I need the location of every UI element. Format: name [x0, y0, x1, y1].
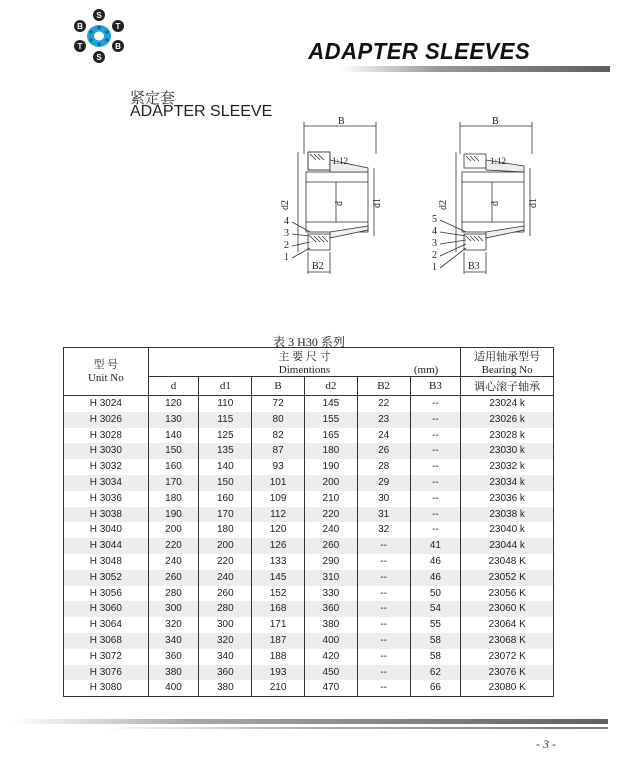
label-taper: 1:12 — [490, 156, 507, 166]
table-cell: 340 — [199, 649, 252, 665]
table-cell: 23024 k — [461, 396, 554, 412]
table-cell: 400 — [148, 680, 199, 696]
table-cell: -- — [410, 428, 461, 444]
table-cell: 290 — [304, 554, 357, 570]
table-cell: 200 — [148, 522, 199, 538]
table-cell: H 3040 — [64, 522, 149, 538]
table-cell: 23 — [357, 412, 410, 428]
table-cell: 180 — [148, 491, 199, 507]
label-d: d — [334, 201, 345, 206]
table-row — [64, 538, 554, 554]
table-row — [64, 570, 554, 586]
header-bearing-cn: 适用轴承型号 — [474, 351, 541, 363]
table-cell: 22 — [357, 396, 410, 412]
table-cell: 23072 K — [461, 649, 554, 665]
table-cell: 23034 k — [461, 475, 554, 491]
part-label: 1 — [432, 262, 437, 273]
logo-letter: T — [115, 22, 121, 31]
col-d: d — [148, 377, 199, 396]
table-cell: 260 — [199, 586, 252, 602]
header-bearing-sub: 调心滚子轴承 — [461, 377, 554, 396]
table-cell: 30 — [357, 491, 410, 507]
drawing-right — [432, 116, 539, 274]
table-cell: -- — [410, 412, 461, 428]
table-row — [64, 601, 554, 617]
table-row — [64, 507, 554, 523]
table-cell: H 3038 — [64, 507, 149, 523]
table-cell: 46 — [410, 554, 461, 570]
spec-table — [63, 347, 554, 697]
table-cell: 320 — [199, 633, 252, 649]
table-cell: 23056 K — [461, 586, 554, 602]
label-d2: d2 — [438, 200, 449, 210]
page-header-title: ADAPTER SLEEVES — [308, 38, 530, 64]
table-cell: 23076 K — [461, 665, 554, 681]
table-cell: 23052 K — [461, 570, 554, 586]
table-cell: H 3076 — [64, 665, 149, 681]
logo-letter: T — [77, 42, 83, 51]
table-cell: 28 — [357, 459, 410, 475]
table-cell: H 3026 — [64, 412, 149, 428]
table-cell: -- — [357, 538, 410, 554]
table-cell: 133 — [252, 554, 305, 570]
part-label: 5 — [432, 214, 437, 225]
table-cell: 55 — [410, 617, 461, 633]
table-cell: 23038 k — [461, 507, 554, 523]
table-cell: 130 — [148, 412, 199, 428]
table-cell: H 3060 — [64, 601, 149, 617]
table-cell: -- — [410, 475, 461, 491]
table-cell: 112 — [252, 507, 305, 523]
table-cell: H 3030 — [64, 443, 149, 459]
table-cell: 160 — [199, 491, 252, 507]
table-cell: 115 — [199, 412, 252, 428]
table-cell: 260 — [148, 570, 199, 586]
table-cell: 145 — [304, 396, 357, 412]
section-title-en: ADAPTER SLEEVE — [130, 103, 273, 120]
table-cell: 101 — [252, 475, 305, 491]
table-cell: 125 — [199, 428, 252, 444]
table-cell: 360 — [148, 649, 199, 665]
table-cell: 400 — [304, 633, 357, 649]
table-row — [64, 617, 554, 633]
table-cell: 300 — [199, 617, 252, 633]
table-caption: 表 3 H30 系列 — [273, 335, 345, 349]
table-cell: H 3044 — [64, 538, 149, 554]
header-model-cn: 型 号 — [93, 358, 119, 371]
table-row — [64, 428, 554, 444]
table-cell: 300 — [148, 601, 199, 617]
col-B: B — [252, 377, 305, 396]
table-row — [64, 396, 554, 412]
table-cell: H 3024 — [64, 396, 149, 412]
table-cell: 23060 K — [461, 601, 554, 617]
header-dims-cn: 主 要 尺 寸 — [278, 351, 331, 363]
part-label: 2 — [284, 240, 289, 251]
table-cell: 260 — [304, 538, 357, 554]
table-cell: H 3064 — [64, 617, 149, 633]
table-cell: 26 — [357, 443, 410, 459]
table-cell: H 3036 — [64, 491, 149, 507]
table-cell: 380 — [304, 617, 357, 633]
adapter-sleeve-drawing — [280, 112, 550, 292]
header-dimensions — [148, 348, 461, 377]
table-cell: 120 — [148, 396, 199, 412]
table-row — [64, 475, 554, 491]
logo-letter: S — [96, 53, 102, 62]
table-row — [64, 491, 554, 507]
table-row — [64, 412, 554, 428]
col-d1: d1 — [199, 377, 252, 396]
table-cell: 180 — [304, 443, 357, 459]
table-cell: -- — [357, 586, 410, 602]
table-row — [64, 443, 554, 459]
table-cell: 310 — [304, 570, 357, 586]
table-cell: -- — [357, 633, 410, 649]
table-cell: -- — [410, 491, 461, 507]
table-cell: 109 — [252, 491, 305, 507]
table-row — [64, 680, 554, 696]
header-model — [64, 348, 149, 396]
table-cell: 46 — [410, 570, 461, 586]
table-cell: H 3028 — [64, 428, 149, 444]
table-cell: 188 — [252, 649, 305, 665]
logo-letter: S — [96, 11, 102, 20]
table-cell: 23064 K — [461, 617, 554, 633]
table-row — [64, 665, 554, 681]
table-cell: 420 — [304, 649, 357, 665]
table-cell: 82 — [252, 428, 305, 444]
table-cell: 450 — [304, 665, 357, 681]
table-cell: 170 — [148, 475, 199, 491]
table-cell: -- — [357, 570, 410, 586]
table-cell: 190 — [304, 459, 357, 475]
table-cell: 140 — [199, 459, 252, 475]
table-cell: 135 — [199, 443, 252, 459]
table-cell: 23026 k — [461, 412, 554, 428]
header-dims-en: Dimentions — [278, 364, 331, 376]
table-cell: 87 — [252, 443, 305, 459]
label-d2: d2 — [280, 200, 291, 210]
table-cell: 220 — [148, 538, 199, 554]
table-cell: 140 — [148, 428, 199, 444]
part-label: 3 — [284, 228, 289, 239]
part-label: 4 — [432, 226, 437, 237]
bearing-emblem-icon — [87, 25, 111, 47]
logo-letter: B — [77, 22, 83, 31]
table-cell: 168 — [252, 601, 305, 617]
table-cell: 470 — [304, 680, 357, 696]
table-cell: H 3048 — [64, 554, 149, 570]
part-label: 3 — [432, 238, 437, 249]
table-cell: 66 — [410, 680, 461, 696]
table-cell: -- — [410, 459, 461, 475]
table-cell: 23032 k — [461, 459, 554, 475]
part-label: 4 — [284, 216, 289, 227]
table-cell: 210 — [304, 491, 357, 507]
table-cell: 165 — [304, 428, 357, 444]
table-cell: 41 — [410, 538, 461, 554]
table-cell: 54 — [410, 601, 461, 617]
col-B3: B3 — [410, 377, 461, 396]
table-cell: 23068 K — [461, 633, 554, 649]
table-cell: -- — [357, 649, 410, 665]
table-cell: 280 — [148, 586, 199, 602]
table-cell: H 3034 — [64, 475, 149, 491]
table-cell: 23040 k — [461, 522, 554, 538]
table-cell: 240 — [304, 522, 357, 538]
table-cell: 152 — [252, 586, 305, 602]
label-B3: B3 — [468, 261, 480, 272]
table-cell: 220 — [199, 554, 252, 570]
table-row — [64, 649, 554, 665]
table-cell: 180 — [199, 522, 252, 538]
header-unit: (mm) — [413, 364, 439, 376]
table-cell: 220 — [304, 507, 357, 523]
header-model-en: Unit No — [87, 371, 124, 384]
header-bearing-en: Bearing No — [481, 364, 533, 376]
table-cell: 200 — [304, 475, 357, 491]
table-cell: 145 — [252, 570, 305, 586]
table-cell: H 3068 — [64, 633, 149, 649]
table-cell: 330 — [304, 586, 357, 602]
table-cell: -- — [410, 396, 461, 412]
table-cell: 126 — [252, 538, 305, 554]
table-cell: 32 — [357, 522, 410, 538]
header-bearing — [461, 348, 554, 377]
table-cell: 240 — [199, 570, 252, 586]
table-cell: H 3072 — [64, 649, 149, 665]
col-B2: B2 — [357, 377, 410, 396]
label-taper: 1:12 — [332, 156, 349, 166]
table-row — [64, 586, 554, 602]
page-number: - 3 - — [536, 737, 556, 751]
table-cell: 23036 k — [461, 491, 554, 507]
table-cell: 80 — [252, 412, 305, 428]
table-cell: 31 — [357, 507, 410, 523]
footer-divider-thin — [100, 727, 608, 729]
table-cell: -- — [410, 443, 461, 459]
table-cell: H 3032 — [64, 459, 149, 475]
header-divider — [340, 66, 610, 72]
table-cell: 58 — [410, 633, 461, 649]
logo-letter: B — [115, 42, 121, 51]
table-cell: 110 — [199, 396, 252, 412]
table-cell: 23080 K — [461, 680, 554, 696]
table-cell: 23048 K — [461, 554, 554, 570]
table-cell: -- — [357, 665, 410, 681]
table-cell: 280 — [199, 601, 252, 617]
table-cell: 320 — [148, 617, 199, 633]
sbt-logo — [66, 8, 132, 64]
table-cell: 58 — [410, 649, 461, 665]
table-cell: 240 — [148, 554, 199, 570]
label-B: B — [492, 116, 499, 127]
table-row — [64, 633, 554, 649]
table-cell: 155 — [304, 412, 357, 428]
table-cell: 200 — [199, 538, 252, 554]
table-cell: 72 — [252, 396, 305, 412]
table-cell: H 3052 — [64, 570, 149, 586]
table-cell: 62 — [410, 665, 461, 681]
table-cell: 210 — [252, 680, 305, 696]
part-label: 1 — [284, 252, 289, 263]
table-cell: 187 — [252, 633, 305, 649]
table-cell: 50 — [410, 586, 461, 602]
table-row — [64, 554, 554, 570]
table-cell: 190 — [148, 507, 199, 523]
footer-divider — [12, 719, 608, 724]
table-cell: 23030 k — [461, 443, 554, 459]
label-d: d — [490, 201, 501, 206]
table-cell: 380 — [199, 680, 252, 696]
table-cell: 170 — [199, 507, 252, 523]
table-cell: 360 — [199, 665, 252, 681]
table-cell: -- — [410, 522, 461, 538]
label-d1: d1 — [528, 198, 539, 208]
table-cell: 340 — [148, 633, 199, 649]
label-B2: B2 — [312, 261, 324, 272]
drawing-left — [280, 116, 383, 274]
table-cell: -- — [357, 601, 410, 617]
table-cell: 120 — [252, 522, 305, 538]
table-cell: 29 — [357, 475, 410, 491]
table-cell: 193 — [252, 665, 305, 681]
table-cell: 150 — [148, 443, 199, 459]
table-cell: 24 — [357, 428, 410, 444]
table-row — [64, 459, 554, 475]
table-cell: -- — [410, 507, 461, 523]
table-cell: 150 — [199, 475, 252, 491]
col-d2: d2 — [304, 377, 357, 396]
table-cell: 23044 k — [461, 538, 554, 554]
table-cell: -- — [357, 554, 410, 570]
table-cell: 171 — [252, 617, 305, 633]
label-B: B — [338, 116, 345, 127]
part-label: 2 — [432, 250, 437, 261]
table-cell: 360 — [304, 601, 357, 617]
table-cell: -- — [357, 680, 410, 696]
table-row — [64, 522, 554, 538]
table-cell: H 3056 — [64, 586, 149, 602]
table-cell: 380 — [148, 665, 199, 681]
table-cell: -- — [357, 617, 410, 633]
table-cell: 160 — [148, 459, 199, 475]
section-title-cn: 紧定套 — [130, 89, 176, 107]
table-cell: 23028 k — [461, 428, 554, 444]
table-cell: 93 — [252, 459, 305, 475]
table-cell: H 3080 — [64, 680, 149, 696]
label-d1: d1 — [372, 198, 383, 208]
